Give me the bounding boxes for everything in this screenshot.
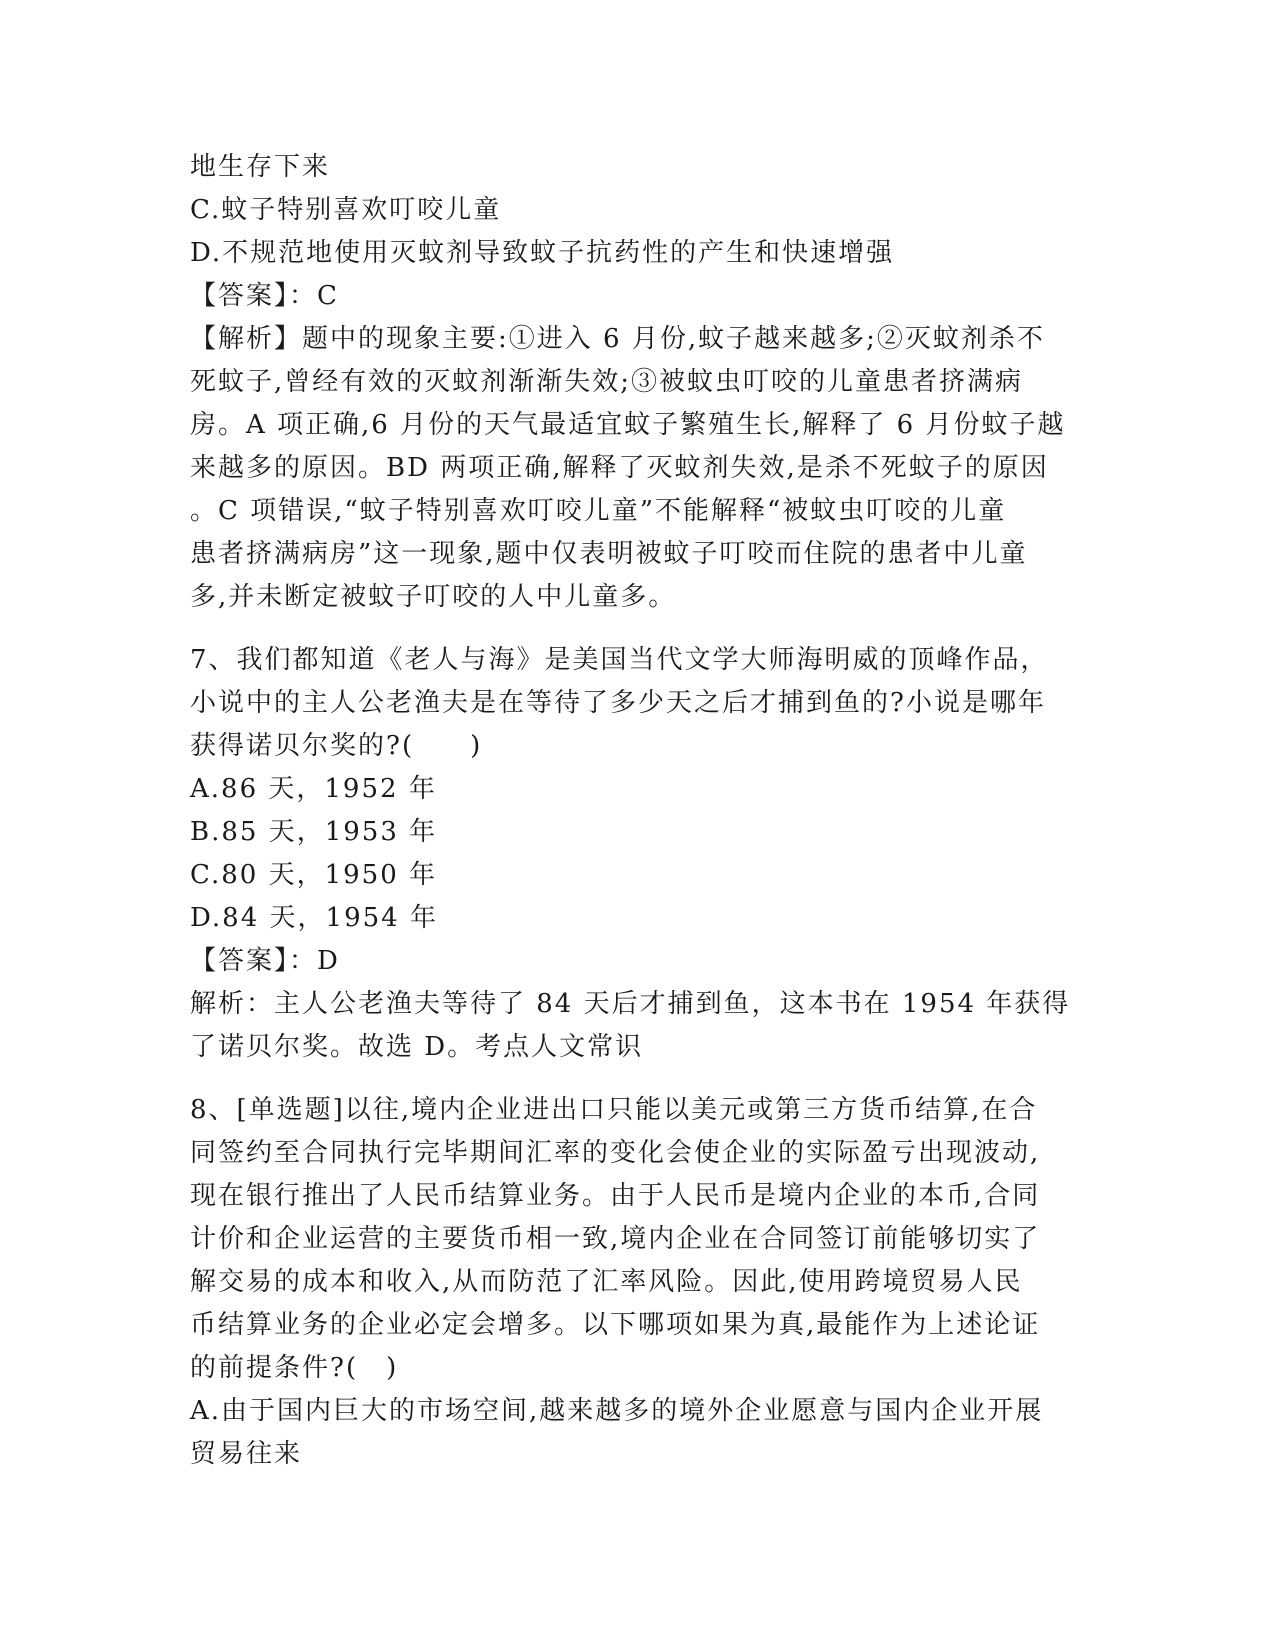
- option-d: D.不规范地使用灭蚊剂导致蚊子抗药性的产生和快速增强: [190, 238, 895, 268]
- option-a-continuation: 贸易往来: [190, 1439, 303, 1469]
- spacer: [190, 619, 1085, 639]
- question-stem-line: 解交易的成本和收入,从而防范了汇率风险。因此,使用跨境贸易人民: [190, 1267, 1023, 1297]
- analysis-line: 多,并未断定被蚊子叮咬的人中儿童多。: [190, 582, 677, 612]
- spacer: [190, 1069, 1085, 1089]
- analysis-line: 了诺贝尔奖。故选 D。考点人文常识: [190, 1032, 644, 1062]
- answer-line: 【答案】：D: [190, 946, 340, 976]
- option-c: C.蚊子特别喜欢叮咬儿童: [190, 195, 502, 225]
- question-stem-line: 同签约至合同执行完毕期间汇率的变化会使企业的实际盈亏出现波动,: [190, 1138, 1041, 1168]
- analysis-line: 来越多的原因。BD 两项正确,解释了灭蚊剂失效,是杀不死蚊子的原因: [190, 453, 1049, 483]
- question-stem-line: 现在银行推出了人民币结算业务。由于人民币是境内企业的本币,合同: [190, 1181, 1041, 1211]
- answer-line: 【答案】：C: [190, 281, 339, 311]
- analysis-line: 解析：主人公老渔夫等待了 84 天后才捕到鱼，这本书在 1954 年获得: [190, 989, 1071, 1019]
- analysis-line: 。C 项错误,“蚊子特别喜欢叮咬儿童”不能解释“被蚊虫叮咬的儿童: [190, 496, 1007, 526]
- analysis-line: 【解析】题中的现象主要:①进入 6 月份,蚊子越来越多;②灭蚊剂杀不: [190, 324, 1045, 354]
- question-stem-line: 计价和企业运营的主要货币相一致,境内企业在合同签订前能够切实了: [190, 1224, 1041, 1254]
- analysis-line: 死蚊子,曾经有效的灭蚊剂渐渐失效;③被蚊虫叮咬的儿童患者挤满病: [190, 367, 1024, 397]
- prev-question: [190, 146, 1085, 619]
- option-b-continuation: 地生存下来: [190, 152, 331, 182]
- question-stem-line: 小说中的主人公老渔夫是在等待了多少天之后才捕到鱼的?小说是哪年: [190, 688, 1046, 718]
- option-c: C.80 天，1950 年: [190, 860, 438, 890]
- question-stem-line: 币结算业务的企业必定会增多。以下哪项如果为真,最能作为上述论证: [190, 1310, 1041, 1340]
- analysis-line: 患者挤满病房”这一现象,题中仅表明被蚊子叮咬而住院的患者中儿童: [190, 539, 1028, 569]
- option-d: D.84 天，1954 年: [190, 903, 438, 933]
- question-stem-line: 8、[单选题]以往,境内企业进出口只能以美元或第三方货币结算,在合: [190, 1095, 1038, 1125]
- document-page: [190, 146, 1085, 1476]
- analysis-line: 房。A 项正确,6 月份的天气最适宜蚊子繁殖生长,解释了 6 月份蚊子越: [190, 410, 1066, 440]
- option-b: B.85 天，1953 年: [190, 817, 438, 847]
- question-7: [190, 639, 1085, 1069]
- question-stem-line: 的前提条件?( ): [190, 1353, 399, 1383]
- question-stem-line: 获得诺贝尔奖的?( ): [190, 731, 483, 761]
- option-a: A.86 天，1952 年: [190, 774, 437, 804]
- question-8: [190, 1089, 1085, 1476]
- question-stem-line: 7、我们都知道《老人与海》是美国当代文学大师海明威的顶峰作品，: [190, 645, 1049, 675]
- option-a: A.由于国内巨大的市场空间,越来越多的境外企业愿意与国内企业开展: [190, 1396, 1044, 1426]
